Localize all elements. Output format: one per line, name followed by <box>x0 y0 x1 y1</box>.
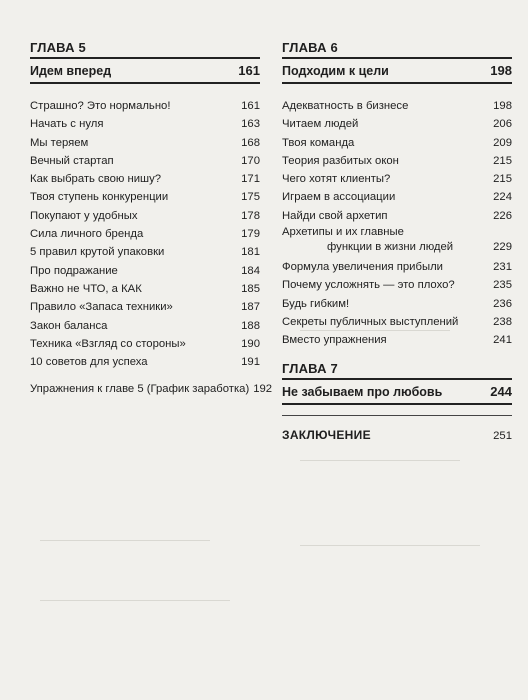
toc-entry[interactable] <box>282 258 512 276</box>
toc-entry-page: 235 <box>493 279 512 292</box>
chapter-label: ГЛАВА 5 <box>30 40 86 55</box>
toc-entry[interactable] <box>282 207 512 225</box>
toc-entry[interactable] <box>282 170 512 188</box>
chapter-title: Идем вперед <box>30 64 112 78</box>
toc-entry-title: Про подражание <box>30 264 118 277</box>
toc-entry[interactable] <box>30 335 260 353</box>
toc-entry-page: 215 <box>493 173 512 186</box>
toc-entry-page: 224 <box>493 191 512 204</box>
toc-entry[interactable] <box>282 97 512 115</box>
toc-entry[interactable] <box>282 225 512 255</box>
toc-entry[interactable] <box>282 276 512 294</box>
toc-entry-page: 238 <box>493 315 512 328</box>
toc-entry[interactable] <box>282 188 512 206</box>
toc-entry-title: Страшно? Это нормально! <box>30 100 171 112</box>
chapter-heading <box>30 57 260 84</box>
toc-entry-title: Адекватность в бизнесе <box>282 100 409 112</box>
toc-entry-title: Твоя команда <box>282 136 355 149</box>
conclusion-entry[interactable] <box>282 415 512 442</box>
toc-entry[interactable] <box>30 353 260 371</box>
toc-entry-title: Твоя ступень конкуренции <box>30 191 169 204</box>
toc-entry[interactable] <box>282 295 512 313</box>
bleed-through-line <box>40 600 230 601</box>
toc-entry[interactable] <box>30 317 260 335</box>
toc-entry-page: 231 <box>493 261 512 274</box>
toc-entry-title: Почему усложнять — это плохо? <box>282 279 455 292</box>
toc-entry[interactable] <box>30 97 260 115</box>
toc-entry-title: Читаем людей <box>282 118 359 131</box>
toc-entry-page: 192 <box>253 383 273 396</box>
toc-entry-page: 179 <box>241 228 260 241</box>
toc-entry-page: 188 <box>241 319 260 332</box>
bleed-through-line <box>300 545 480 546</box>
toc-entry[interactable] <box>282 134 512 152</box>
toc-entry-title-line: Архетипы и их главные <box>282 226 404 239</box>
toc-entry[interactable] <box>30 152 260 170</box>
bleed-through-line <box>300 460 460 461</box>
toc-entry[interactable] <box>30 207 260 225</box>
toc-entry-page: 236 <box>493 297 512 310</box>
toc-entry-title: Упражнения к главе 5 (График заработка) <box>30 383 250 396</box>
toc-entry-title: Найди свой архетип <box>282 209 388 222</box>
toc-entry-title: Чего хотят клиенты? <box>282 173 391 186</box>
toc-entry-page: 178 <box>241 209 260 222</box>
toc-entry-title: Секреты публичных выступлений <box>282 315 459 328</box>
toc-entry-page: 206 <box>493 118 512 131</box>
toc-entry-title: Будь гибким! <box>282 297 350 310</box>
toc-entry-title: Теория разбитых окон <box>282 154 399 167</box>
chapter-heading <box>282 57 512 84</box>
chapter-heading <box>282 378 512 405</box>
toc-entry-page: 198 <box>493 100 512 112</box>
chapter-page: 244 <box>490 383 512 399</box>
toc-entry[interactable] <box>30 188 260 206</box>
toc-entry-page: 184 <box>241 264 260 277</box>
toc-entry-page: 241 <box>493 334 512 347</box>
chapter-7-block <box>282 361 512 405</box>
toc-entry[interactable] <box>30 280 260 298</box>
chapter-label: ГЛАВА 7 <box>282 360 338 376</box>
toc-entry-page: 229 <box>493 241 512 254</box>
chapter-page: 161 <box>238 63 260 78</box>
toc-entry[interactable] <box>30 115 260 133</box>
toc-entry-title: Формула увеличения прибыли <box>282 261 443 274</box>
toc-entry-title-line: функции в жизни людей <box>327 241 454 254</box>
toc-entry-page: 161 <box>241 100 260 112</box>
toc-entry-title: Важно не ЧТО, а КАК <box>30 282 142 295</box>
toc-column-left <box>30 40 273 399</box>
toc-entry-page: 181 <box>241 246 260 259</box>
chapter-label: ГЛАВА 6 <box>282 40 338 55</box>
toc-entry-page: 175 <box>241 191 260 204</box>
toc-entry-page: 185 <box>241 282 260 295</box>
toc-entry-title: Покупают у удобных <box>30 209 138 222</box>
toc-entry[interactable] <box>282 115 512 133</box>
chapter-page: 198 <box>490 63 512 78</box>
toc-entry[interactable] <box>282 152 512 170</box>
toc-entry[interactable] <box>30 262 260 280</box>
toc-entry[interactable] <box>30 243 260 261</box>
toc-entry-page: 226 <box>493 209 512 222</box>
toc-entry[interactable] <box>30 134 260 152</box>
toc-entry-title: Сила личного бренда <box>30 228 144 241</box>
toc-entry-title: Вечный стартап <box>30 154 114 167</box>
chapter-title: Не забываем про любовь <box>282 384 443 399</box>
toc-entry[interactable] <box>30 170 260 188</box>
conclusion-page: 251 <box>493 429 512 442</box>
toc-entry-page: 187 <box>241 301 260 314</box>
toc-entry-title: Правило «Запаса техники» <box>30 301 173 314</box>
conclusion-title: ЗАКЛЮЧЕНИЕ <box>282 427 371 442</box>
toc-entry-page: 215 <box>493 154 512 167</box>
toc-entry-title: Как выбрать свою нишу? <box>30 173 162 186</box>
toc-entry-page: 171 <box>241 173 260 186</box>
toc-entry-page: 163 <box>241 118 260 131</box>
toc-entry-title: Закон баланса <box>30 319 108 332</box>
toc-entry-title: Мы теряем <box>30 136 89 149</box>
toc-entry-title: Играем в ассоциации <box>282 191 396 204</box>
toc-entry[interactable] <box>30 380 273 398</box>
chapter-title: Подходим к цели <box>282 64 389 78</box>
toc-entry-title: 10 советов для успеха <box>30 356 148 369</box>
toc-entry-title <box>282 225 472 255</box>
toc-entry[interactable] <box>30 298 260 316</box>
bleed-through-line <box>40 540 210 541</box>
toc-entry[interactable] <box>30 225 260 243</box>
toc-entry-page: 170 <box>241 154 260 167</box>
toc-entry[interactable] <box>282 313 512 331</box>
toc-entry-title: Вместо упражнения <box>282 334 387 347</box>
toc-column-right <box>282 40 512 442</box>
toc-entry-title: Начать с нуля <box>30 118 104 131</box>
toc-entry-page: 168 <box>241 136 260 149</box>
toc-entry-title: Техника «Взгляд со стороны» <box>30 337 186 350</box>
toc-entry-page: 191 <box>241 356 260 369</box>
toc-entry-page: 190 <box>241 337 260 350</box>
toc-entry-title: 5 правил крутой упаковки <box>30 246 165 259</box>
toc-entry[interactable] <box>282 331 512 349</box>
toc-entry-page: 209 <box>493 136 512 149</box>
